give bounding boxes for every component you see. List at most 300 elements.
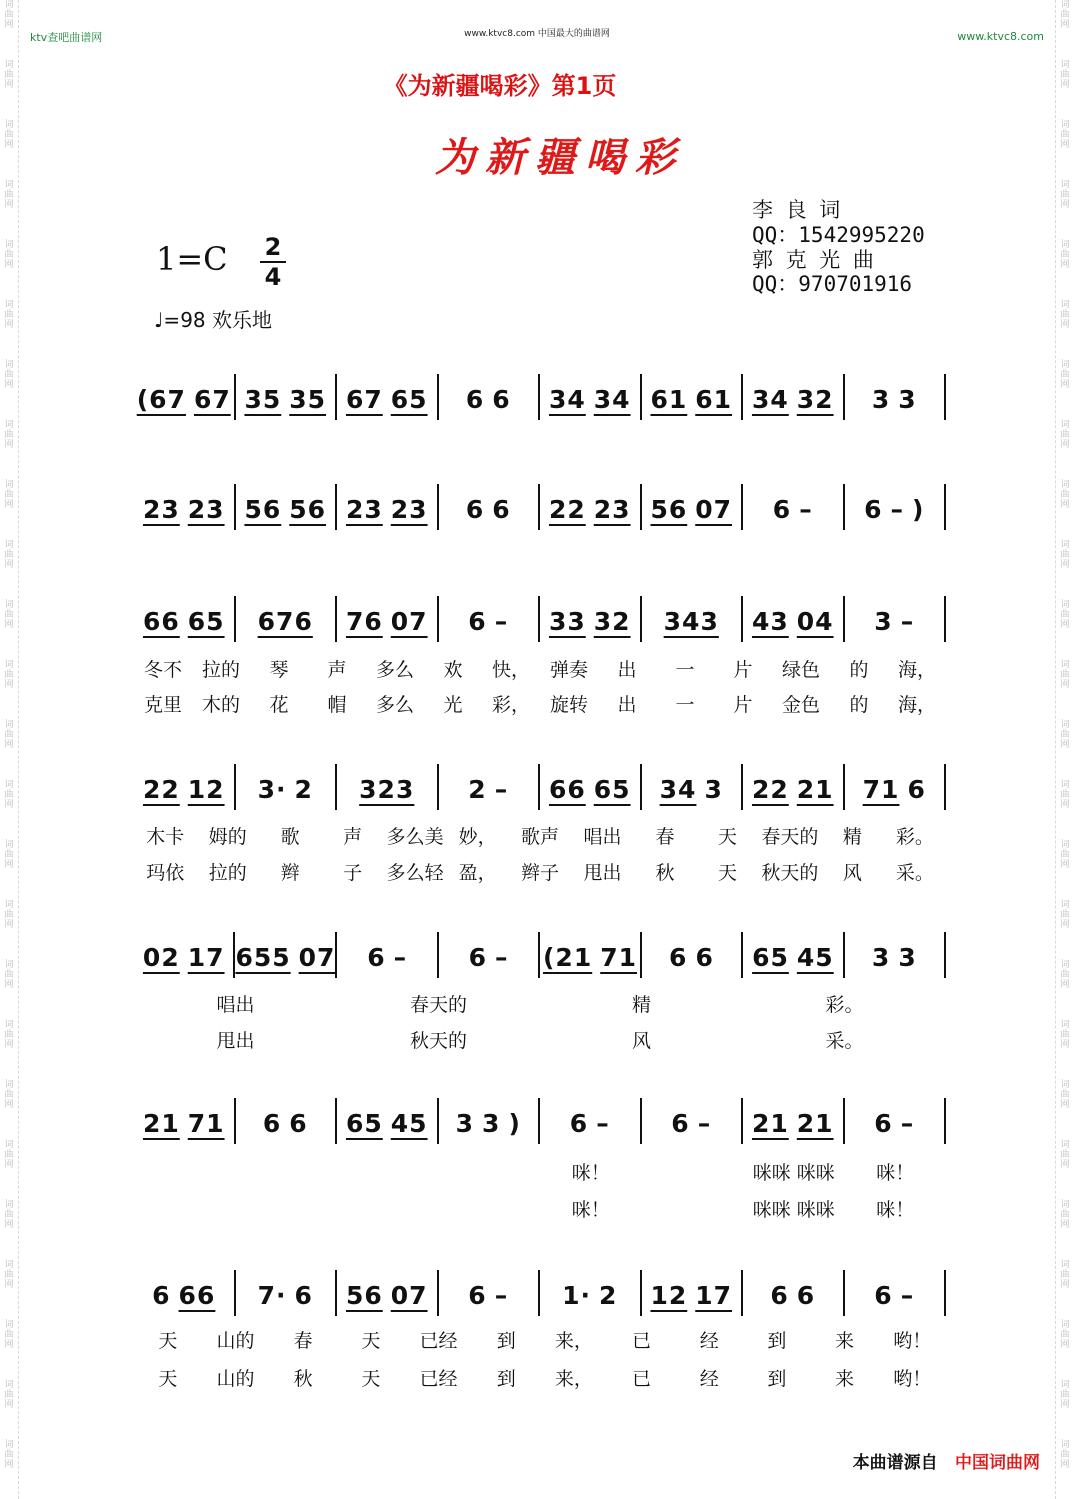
note-group: 56 bbox=[345, 1281, 383, 1310]
watermark-char: 词 bbox=[1060, 1440, 1070, 1450]
lyric-word: 天 bbox=[717, 826, 737, 848]
lyric-word bbox=[236, 1195, 338, 1222]
watermark-char: 网 bbox=[4, 380, 14, 390]
note-group: 21 bbox=[796, 1109, 834, 1138]
watermark-char: 词 bbox=[1060, 240, 1070, 250]
watermark-gap bbox=[0, 1230, 18, 1260]
lyric-word: 玛依 bbox=[146, 862, 185, 884]
lyric-word: 彩。 bbox=[825, 994, 864, 1016]
measure bbox=[845, 374, 947, 420]
note-group: 07 bbox=[298, 943, 336, 972]
lyric-word: 咪咪 咪咪 bbox=[752, 1199, 835, 1221]
lyric-word: 冬不 bbox=[143, 659, 182, 681]
note-group: 65 bbox=[593, 775, 631, 804]
note-group: – bbox=[495, 943, 509, 972]
note-group: 3 bbox=[871, 385, 891, 414]
watermark-char: 网 bbox=[1060, 260, 1070, 270]
note-group: 6 bbox=[671, 1109, 690, 1138]
composer-qq: QQ：970701916 bbox=[752, 272, 913, 296]
lyric-word: 秋 bbox=[655, 862, 675, 884]
watermark-char: 网 bbox=[1060, 1460, 1070, 1470]
watermark-gap bbox=[1056, 810, 1074, 840]
lyric-word: 声 bbox=[343, 826, 363, 848]
note-group: 3 bbox=[482, 1109, 501, 1138]
note-group: – bbox=[900, 607, 915, 636]
watermark-char: 网 bbox=[1060, 500, 1070, 510]
note-group: 6 bbox=[468, 1281, 487, 1310]
note-group: 33 bbox=[548, 607, 586, 636]
note-group: – bbox=[494, 775, 509, 804]
note-group: 65 bbox=[187, 607, 225, 636]
note-group: 6 bbox=[772, 495, 792, 524]
measure bbox=[439, 596, 541, 642]
watermark-char: 曲 bbox=[1060, 10, 1070, 20]
watermark-char: 网 bbox=[4, 1040, 14, 1050]
watermark-gap bbox=[1056, 1470, 1074, 1499]
score-row bbox=[134, 582, 946, 642]
measure bbox=[236, 764, 338, 810]
watermark-char: 网 bbox=[1060, 1220, 1070, 1230]
watermark-char: 网 bbox=[1060, 680, 1070, 690]
note-group: 343 bbox=[663, 607, 719, 636]
watermark-char: 曲 bbox=[4, 1030, 14, 1040]
watermark-char: 词 bbox=[4, 420, 14, 430]
watermark-char: 网 bbox=[1060, 800, 1070, 810]
measure bbox=[642, 596, 744, 642]
watermark-char: 网 bbox=[1060, 200, 1070, 210]
measure bbox=[439, 1270, 541, 1316]
note-group: 43 bbox=[751, 607, 789, 636]
watermark-char: 曲 bbox=[1060, 1450, 1070, 1460]
note-group: 34 bbox=[751, 385, 789, 414]
measure bbox=[134, 1270, 236, 1316]
lyric-word bbox=[337, 1158, 439, 1185]
measure bbox=[540, 596, 642, 642]
lyric-word: 帽 bbox=[327, 694, 347, 716]
note-group: 45 bbox=[390, 1109, 428, 1138]
lyric-word: 绿色 bbox=[781, 659, 820, 681]
lyric-word: 姆的 bbox=[208, 826, 247, 848]
watermark-char: 曲 bbox=[4, 130, 14, 140]
watermark-char: 词 bbox=[1060, 1140, 1070, 1150]
watermark-char: 曲 bbox=[1060, 250, 1070, 260]
time-signature bbox=[260, 234, 286, 290]
measure bbox=[134, 764, 236, 810]
watermark-char: 网 bbox=[4, 920, 14, 930]
note-group: 71 bbox=[862, 775, 900, 804]
watermark-char: 词 bbox=[4, 780, 14, 790]
watermark-char: 网 bbox=[1060, 1040, 1070, 1050]
watermark-char: 曲 bbox=[4, 1150, 14, 1160]
measure-group bbox=[134, 470, 946, 530]
measure bbox=[642, 484, 744, 530]
watermark-gap bbox=[1056, 330, 1074, 360]
lyric-word: 精 bbox=[631, 994, 651, 1016]
watermark-char: 网 bbox=[1060, 440, 1070, 450]
watermark-char: 曲 bbox=[4, 850, 14, 860]
measure bbox=[337, 1270, 439, 1316]
measure bbox=[439, 1098, 541, 1144]
watermark-char: 曲 bbox=[4, 970, 14, 980]
lyric-word: 哟！ bbox=[893, 1368, 932, 1390]
watermark-char: 词 bbox=[1060, 1080, 1070, 1090]
lyric-word: 春 bbox=[655, 826, 675, 848]
watermark-char: 曲 bbox=[4, 670, 14, 680]
score-row bbox=[134, 1084, 946, 1144]
note-group: 3 bbox=[871, 943, 891, 972]
note-group: 6 bbox=[796, 1281, 816, 1310]
note-group: 21 bbox=[751, 1109, 789, 1138]
measure bbox=[845, 932, 946, 978]
watermark-char: 网 bbox=[1060, 20, 1070, 30]
watermark-char: 词 bbox=[1060, 1020, 1070, 1030]
note-group: 6 bbox=[294, 1281, 313, 1310]
watermark-gap bbox=[1056, 1410, 1074, 1440]
watermark-gap bbox=[1056, 1110, 1074, 1140]
lyric-word: 出 bbox=[617, 694, 637, 716]
note-group: 6 bbox=[152, 1281, 171, 1310]
lyric-word bbox=[337, 1195, 439, 1222]
lyric-word: 盈， bbox=[458, 862, 497, 884]
lyric-word: 片 bbox=[733, 659, 753, 681]
lyric-word: 辫子 bbox=[521, 862, 560, 884]
measure bbox=[642, 764, 744, 810]
score-row bbox=[134, 1256, 946, 1316]
watermark-gap bbox=[0, 1410, 18, 1440]
lyric-word: 咪！ bbox=[571, 1162, 610, 1184]
watermark-gap bbox=[1056, 570, 1074, 600]
lyric-word: 出 bbox=[617, 659, 637, 681]
lyric-word: 唱出 bbox=[583, 826, 622, 848]
watermark-char: 词 bbox=[4, 180, 14, 190]
watermark-char: 曲 bbox=[4, 610, 14, 620]
watermark-char: 网 bbox=[4, 1160, 14, 1170]
right-watermark-strip bbox=[1055, 0, 1074, 1499]
watermark-char: 曲 bbox=[1060, 910, 1070, 920]
lyric-word: 拉的 bbox=[208, 862, 247, 884]
watermark-char: 网 bbox=[1060, 1340, 1070, 1350]
note-group: 65 bbox=[345, 1109, 383, 1138]
watermark-char: 词 bbox=[1060, 840, 1070, 850]
note-group: ) bbox=[911, 495, 925, 524]
note-group: 61 bbox=[695, 385, 733, 414]
note-group: ) bbox=[508, 1109, 521, 1138]
tempo-marking: ♩=98 欢乐地 bbox=[154, 308, 272, 332]
watermark-char: 网 bbox=[4, 680, 14, 690]
note-group: 76 bbox=[345, 607, 383, 636]
watermark-char: 曲 bbox=[1060, 850, 1070, 860]
watermark-char: 网 bbox=[1060, 740, 1070, 750]
measure-group bbox=[134, 360, 946, 420]
lyric-word: 多么轻 bbox=[386, 862, 444, 884]
measure-group bbox=[134, 582, 946, 642]
watermark-gap bbox=[0, 450, 18, 480]
watermark-char: 词 bbox=[4, 480, 14, 490]
watermark-char: 曲 bbox=[1060, 970, 1070, 980]
note-group: 6 bbox=[874, 1281, 893, 1310]
watermark-char: 曲 bbox=[4, 1450, 14, 1460]
note-group: 71 bbox=[187, 1109, 225, 1138]
watermark-char: 曲 bbox=[1060, 1150, 1070, 1160]
lyric-word: 辫 bbox=[280, 862, 300, 884]
watermark-gap bbox=[0, 270, 18, 300]
watermark-char: 曲 bbox=[1060, 1030, 1070, 1040]
note-group: (21 bbox=[543, 943, 593, 972]
note-group: – bbox=[494, 607, 509, 636]
measure bbox=[236, 1270, 338, 1316]
lyric-word: 子 bbox=[343, 862, 363, 884]
watermark-char: 曲 bbox=[1060, 550, 1070, 560]
watermark-char: 曲 bbox=[4, 1090, 14, 1100]
watermark-char: 曲 bbox=[4, 70, 14, 80]
watermark-char: 曲 bbox=[1060, 370, 1070, 380]
watermark-gap bbox=[0, 990, 18, 1020]
watermark-char: 网 bbox=[4, 620, 14, 630]
lyric-word: 片 bbox=[733, 694, 753, 716]
note-group: – bbox=[697, 1109, 712, 1138]
song-title: 为新疆喝彩 bbox=[435, 134, 685, 181]
lyric-line bbox=[134, 690, 946, 717]
watermark-char: 词 bbox=[1060, 540, 1070, 550]
measure-group bbox=[134, 750, 946, 810]
watermark-char: 网 bbox=[4, 500, 14, 510]
measure bbox=[439, 932, 540, 978]
watermark-char: 词 bbox=[4, 660, 14, 670]
watermark-char: 网 bbox=[4, 1340, 14, 1350]
measure bbox=[743, 1270, 845, 1316]
watermark-char: 曲 bbox=[1060, 1210, 1070, 1220]
watermark-gap bbox=[1056, 1350, 1074, 1380]
composer-credit: 郭 克 光 曲 bbox=[752, 248, 874, 272]
watermark-char: 词 bbox=[4, 1140, 14, 1150]
watermark-gap bbox=[1056, 1170, 1074, 1200]
measure bbox=[439, 764, 541, 810]
note-group: – bbox=[900, 1109, 915, 1138]
watermark-gap bbox=[0, 630, 18, 660]
note-group: 676 bbox=[257, 607, 313, 636]
lyric-word: 多么 bbox=[375, 659, 414, 681]
lyric-word: 哟！ bbox=[893, 1330, 932, 1352]
watermark-char: 词 bbox=[1060, 900, 1070, 910]
watermark-gap bbox=[0, 930, 18, 960]
note-group: (67 bbox=[136, 385, 186, 414]
watermark-char: 网 bbox=[4, 320, 14, 330]
note-group: 6 bbox=[770, 1281, 789, 1310]
measure bbox=[337, 932, 438, 978]
note-group: 21 bbox=[796, 775, 834, 804]
measure bbox=[540, 932, 641, 978]
watermark-char: 曲 bbox=[4, 370, 14, 380]
watermark-char: 曲 bbox=[4, 430, 14, 440]
note-group: 35 bbox=[244, 385, 282, 414]
watermark-char: 网 bbox=[1060, 920, 1070, 930]
measure-group bbox=[134, 918, 946, 978]
lyric-line bbox=[134, 858, 946, 885]
watermark-char: 曲 bbox=[4, 250, 14, 260]
watermark-char: 词 bbox=[4, 1380, 14, 1390]
measure bbox=[134, 484, 236, 530]
note-group: 6 bbox=[569, 1109, 589, 1138]
note-group: 3 bbox=[455, 1109, 475, 1138]
measure bbox=[540, 374, 642, 420]
watermark-char: 网 bbox=[4, 80, 14, 90]
measure bbox=[845, 484, 947, 530]
watermark-gap bbox=[1056, 210, 1074, 240]
watermark-char: 网 bbox=[1060, 140, 1070, 150]
note-group: 7· bbox=[257, 1281, 287, 1310]
watermark-char: 曲 bbox=[4, 310, 14, 320]
note-group: 56 bbox=[244, 495, 282, 524]
watermark-char: 曲 bbox=[4, 490, 14, 500]
watermark-char: 网 bbox=[4, 140, 14, 150]
watermark-char: 曲 bbox=[4, 1210, 14, 1220]
lyric-line bbox=[134, 1158, 946, 1185]
footer-source-label: 本曲谱源自 bbox=[852, 1453, 938, 1473]
footer bbox=[853, 1448, 1040, 1473]
lyric-word: 春 bbox=[293, 1330, 313, 1352]
lyric-word: 已经 bbox=[419, 1368, 458, 1390]
watermark-char: 网 bbox=[4, 260, 14, 270]
watermark-char: 网 bbox=[1060, 320, 1070, 330]
lyric-line bbox=[134, 822, 946, 849]
note-group: 6 bbox=[468, 943, 488, 972]
score-row bbox=[134, 918, 946, 978]
lyric-word: 金色 bbox=[781, 694, 820, 716]
watermark-char: 词 bbox=[1060, 60, 1070, 70]
note-group: 17 bbox=[187, 943, 225, 972]
watermark-char: 网 bbox=[4, 800, 14, 810]
note-group: 6 bbox=[492, 385, 511, 414]
note-group: 323 bbox=[359, 775, 415, 804]
lyric-word: 多么美 bbox=[386, 826, 444, 848]
watermark-gap bbox=[0, 690, 18, 720]
note-group: – bbox=[393, 943, 408, 972]
note-group: 655 bbox=[235, 943, 291, 972]
lyric-word: 来 bbox=[835, 1368, 855, 1390]
watermark-char: 词 bbox=[1060, 1320, 1070, 1330]
note-group: 3 bbox=[898, 943, 917, 972]
watermark-gap bbox=[1056, 930, 1074, 960]
measure bbox=[236, 596, 338, 642]
lyric-word: 木卡 bbox=[146, 826, 185, 848]
note-group: 56 bbox=[289, 495, 327, 524]
note-group: 3 bbox=[874, 607, 893, 636]
measure bbox=[134, 374, 236, 420]
measure-group bbox=[134, 1256, 946, 1316]
left-watermark-strip bbox=[0, 0, 19, 1499]
lyric-line bbox=[134, 655, 946, 682]
watermark-char: 曲 bbox=[4, 910, 14, 920]
measure bbox=[134, 596, 236, 642]
watermark-char: 曲 bbox=[1060, 1330, 1070, 1340]
measure-group bbox=[134, 1084, 946, 1144]
note-group: 67 bbox=[345, 385, 383, 414]
watermark-char: 曲 bbox=[4, 190, 14, 200]
measure bbox=[642, 932, 743, 978]
lyric-word: 经 bbox=[699, 1368, 719, 1390]
watermark-char: 曲 bbox=[4, 550, 14, 560]
note-group: 32 bbox=[796, 385, 834, 414]
measure bbox=[337, 374, 439, 420]
lyric-word: 歌声 bbox=[521, 826, 560, 848]
lyric-line bbox=[134, 990, 946, 1017]
lyric-word: 风 bbox=[631, 1030, 651, 1052]
watermark-char: 网 bbox=[4, 560, 14, 570]
watermark-gap bbox=[1056, 450, 1074, 480]
measure bbox=[236, 1098, 338, 1144]
lyric-word: 花 bbox=[269, 694, 289, 716]
time-signature-top: 2 bbox=[264, 233, 282, 261]
note-group: – bbox=[494, 1281, 509, 1310]
watermark-char: 词 bbox=[4, 1080, 14, 1090]
measure bbox=[337, 484, 439, 530]
measure bbox=[134, 932, 235, 978]
measure bbox=[743, 764, 845, 810]
watermark-char: 词 bbox=[1060, 1260, 1070, 1270]
watermark-char: 网 bbox=[1060, 80, 1070, 90]
watermark-char: 网 bbox=[1060, 860, 1070, 870]
watermark-gap bbox=[0, 810, 18, 840]
note-group: 2 bbox=[468, 775, 487, 804]
note-group: 66 bbox=[178, 1281, 216, 1310]
measure bbox=[743, 932, 844, 978]
measure bbox=[743, 484, 845, 530]
measure bbox=[845, 596, 947, 642]
note-group: 12 bbox=[650, 1281, 688, 1310]
note-group: 07 bbox=[390, 607, 428, 636]
watermark-gap bbox=[0, 1290, 18, 1320]
watermark-gap bbox=[0, 390, 18, 420]
watermark-char: 词 bbox=[4, 1440, 14, 1450]
measure bbox=[845, 1270, 947, 1316]
footer-site-name: 中国词曲网 bbox=[955, 1453, 1040, 1473]
watermark-char: 词 bbox=[4, 720, 14, 730]
watermark-char: 词 bbox=[1060, 600, 1070, 610]
watermark-gap bbox=[0, 1350, 18, 1380]
note-group: 32 bbox=[593, 607, 631, 636]
note-group: 66 bbox=[548, 775, 586, 804]
watermark-char: 词 bbox=[1060, 1380, 1070, 1390]
note-group: 6 bbox=[367, 943, 386, 972]
note-group: 34 bbox=[593, 385, 631, 414]
lyric-word: 咪！ bbox=[876, 1162, 915, 1184]
lyric-word: 拉的 bbox=[201, 659, 240, 681]
watermark-char: 曲 bbox=[4, 730, 14, 740]
note-group: 22 bbox=[142, 775, 180, 804]
watermark-char: 曲 bbox=[1060, 610, 1070, 620]
measure bbox=[540, 484, 642, 530]
lyric-word: 采。 bbox=[825, 1030, 864, 1052]
lyric-word: 一 bbox=[675, 659, 695, 681]
lyric-line bbox=[134, 1195, 946, 1222]
watermark-char: 曲 bbox=[1060, 130, 1070, 140]
watermark-char: 曲 bbox=[1060, 490, 1070, 500]
lyric-word bbox=[439, 1158, 541, 1185]
lyric-word: 天 bbox=[158, 1368, 178, 1390]
note-group: 2 bbox=[294, 775, 313, 804]
watermark-char: 词 bbox=[1060, 420, 1070, 430]
note-group: 21 bbox=[142, 1109, 180, 1138]
lyric-word bbox=[134, 1195, 236, 1222]
watermark-char: 网 bbox=[1060, 620, 1070, 630]
lyric-word: 春天的 bbox=[761, 826, 819, 848]
lyric-word: 的 bbox=[849, 694, 869, 716]
lyric-word: 彩， bbox=[491, 694, 530, 716]
watermark-char: 网 bbox=[4, 860, 14, 870]
watermark-char: 曲 bbox=[1060, 1090, 1070, 1100]
watermark-gap bbox=[0, 1110, 18, 1140]
measure bbox=[235, 932, 337, 978]
